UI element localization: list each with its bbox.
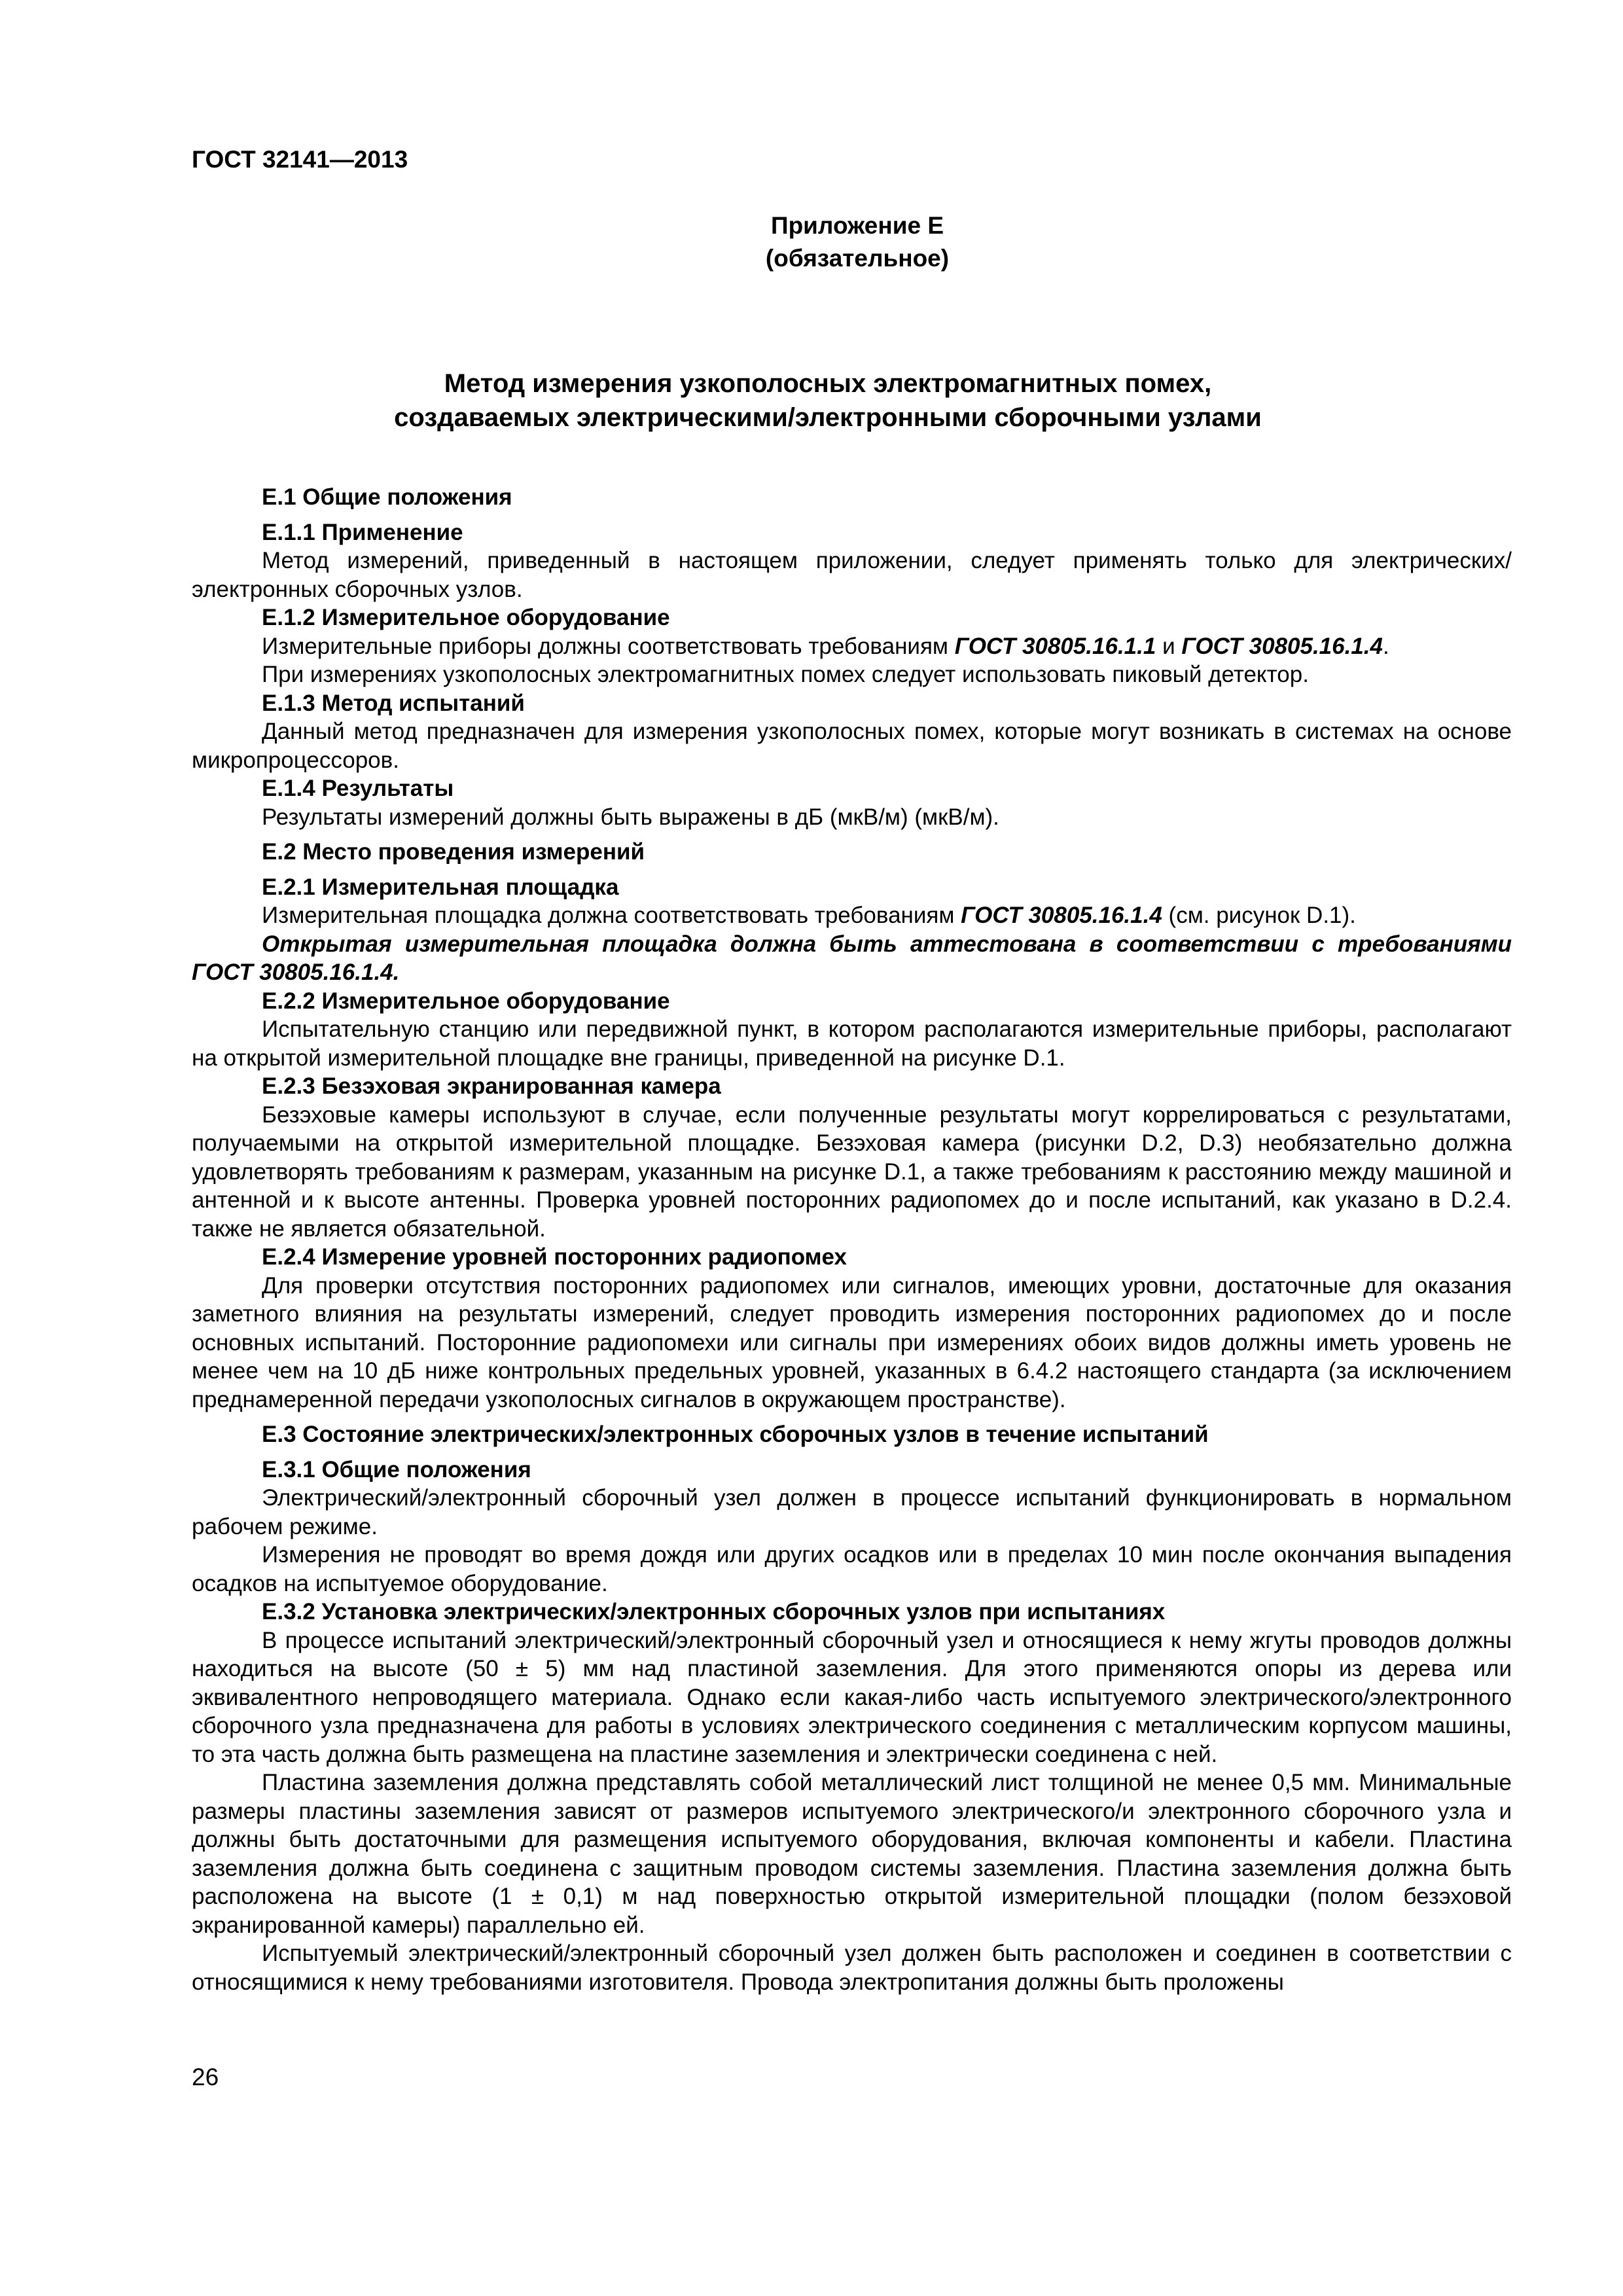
subsection-heading-e2-1: Е.2.1 Измерительная площадка bbox=[262, 874, 619, 900]
paragraph-e2-1-2: Открытая измерительная площадка должна быть аттестована в соответствии с требованиями ГОСТ 30805.16.1.4. bbox=[192, 931, 1512, 985]
paragraph-e3-2-3: Испытуемый электрический/электронный сборочный узел должен быть расположен и соединен в соответствии с относящимися к нему требованиями изготовителя. Провода электропитания должны быть проложены bbox=[192, 1941, 1512, 1995]
subsection-heading-e3-1: Е.3.1 Общие положения bbox=[262, 1456, 531, 1482]
annex-status: (обязательное) bbox=[765, 245, 950, 272]
subsection-heading-e1-1: Е.1.1 Применение bbox=[262, 519, 463, 545]
document-code: ГОСТ 32141—2013 bbox=[192, 146, 408, 173]
paragraph-e1-2-2: При измерениях узкополосных электромагнитных помех следует использовать пиковый детектор. bbox=[262, 662, 1309, 687]
text-span: и bbox=[1156, 633, 1182, 659]
subsection-heading-e1-2: Е.1.2 Измерительное оборудование bbox=[262, 605, 670, 630]
paragraph-e2-2: Испытательную станцию или передвижной пункт, в котором располагаются измерительные приборы, располагают на открытой измерительной площадке вне границы, приведенной на рисунке D.1. bbox=[192, 1016, 1512, 1071]
subsection-heading-e1-3: Е.1.3 Метод испытаний bbox=[262, 690, 525, 716]
section-heading-e2: Е.2 Место проведения измерений bbox=[262, 839, 645, 865]
paragraph-e3-1-1: Электрический/электронный сборочный узел должен в процессе испытаний функционировать в нормальном рабочем режиме. bbox=[192, 1485, 1512, 1539]
paragraph-e3-1-2: Измерения не проводят во время дождя или других осадков или в пределах 10 мин после окончания выпадения осадков на испытуемое оборудование. bbox=[192, 1542, 1512, 1596]
subsection-heading-e1-4: Е.1.4 Результаты bbox=[262, 776, 454, 801]
paragraph-e1-2-1 bbox=[192, 632, 1512, 661]
annex-title bbox=[0, 367, 1623, 435]
standard-reference: ГОСТ 30805.16.1.1 bbox=[954, 633, 1156, 659]
document-body bbox=[192, 476, 1512, 1996]
paragraph-e3-2-1: В процессе испытаний электрический/электронный сборочный узел и относящиеся к нему жгуты проводов должны находиться на высоте (50 ± 5) мм над пластиной заземления. Для этого применяются опоры из дерева или эквивалентного непроводящего материала. Однако если какая-либо часть испытуемого электрического/электронного сборочного узла предназначена для работы в условиях электрического соединения с металлическим корпусом машины, то эта часть должна быть размещена на пластине заземления и электрически соединена с ней. bbox=[192, 1627, 1512, 1767]
annex-heading bbox=[0, 209, 1623, 275]
paragraph-e3-2-2: Пластина заземления должна представлять собой металлический лист толщиной не менее 0,5 мм. Минимальные размеры пластины заземления зависят от размеров испытуемого электрического/и электронного сборочного узла и должны быть достаточными для размещения испытуемого оборудования, включая компоненты и кабели. Пластина заземления должна быть соединена с защитным проводом системы заземления. Пластина заземления должна быть расположена на высоте (1 ± 0,1) м над поверхностью открытой измерительной площадки (полом безэховой экранированной камеры) параллельно ей. bbox=[192, 1770, 1512, 1938]
subsection-heading-e2-4: Е.2.4 Измерение уровней посторонних радиопомех bbox=[262, 1244, 847, 1270]
paragraph-e2-4: Для проверки отсутствия посторонних радиопомех или сигналов, имеющих уровни, достаточные для оказания заметного влияния на результаты измерений, следует проводить измерения посторонних радиопомех до и после основных испытаний. Посторонние радиопомехи или сигналы при измерениях обоих видов должны иметь уровень не менее чем на 10 дБ ниже контрольных предельных уровней, указанных в 6.4.2 настоящего стандарта (за исключением преднамеренной передачи узкополосных сигналов в окружающем пространстве). bbox=[192, 1272, 1512, 1412]
text-span: Измерительные приборы должны соответствовать требованиям bbox=[262, 633, 955, 659]
section-heading-e1: Е.1 Общие положения bbox=[262, 484, 512, 510]
annex-title-line-2: создаваемых электрическими/электронными сборочными узлами bbox=[394, 403, 1262, 432]
standard-reference: ГОСТ 30805.16.1.4 bbox=[1181, 633, 1383, 659]
section-heading-e3: Е.3 Состояние электрических/электронных сборочных узлов в течение испытаний bbox=[262, 1422, 1209, 1447]
annex-label: Приложение Е bbox=[770, 212, 944, 239]
text-span: Измерительная площадка должна соответствовать требованиям bbox=[262, 903, 961, 928]
paragraph-e2-1-1 bbox=[192, 901, 1512, 930]
page-number: 26 bbox=[192, 2064, 219, 2090]
text-span: (см. рисунок D.1). bbox=[1162, 903, 1356, 928]
annex-title-line-1: Метод измерения узкополосных электромагнитных помех, bbox=[444, 369, 1212, 398]
subsection-heading-e3-2: Е.3.2 Установка электрических/электронных сборочных узлов при испытаниях bbox=[262, 1599, 1166, 1624]
paragraph-e2-3: Безэховые камеры используют в случае, если полученные результаты могут коррелироваться с результатами, получаемыми на открытой измерительной площадке. Безэховая камера (рисунки D.2, D.3) необязательно должна удовлетворять требованиям к размерам, указанным на рисунке D.1, а также требованиям к расстоянию между машиной и антенной и к высоте антенны. Проверка уровней посторонних радиопомех до и после испытаний, как указано в D.2.4. также не является обязательной. bbox=[192, 1102, 1512, 1242]
paragraph-e1-1: Метод измерений, приведенный в настоящем приложении, следует применять только для электрических/электронных сборочных узлов. bbox=[192, 548, 1512, 602]
paragraph-e1-4: Результаты измерений должны быть выражены в дБ (мкВ/м) (мкВ/м). bbox=[262, 804, 999, 830]
standard-reference: ГОСТ 30805.16.1.4 bbox=[961, 903, 1162, 928]
subsection-heading-e2-3: Е.2.3 Безэховая экранированная камера bbox=[262, 1073, 721, 1099]
text-span: . bbox=[1383, 633, 1389, 659]
subsection-heading-e2-2: Е.2.2 Измерительное оборудование bbox=[262, 988, 670, 1014]
paragraph-e1-3: Данный метод предназначен для измерения узкополосных помех, которые могут возникать в системах на основе микропроцессоров. bbox=[192, 719, 1512, 773]
